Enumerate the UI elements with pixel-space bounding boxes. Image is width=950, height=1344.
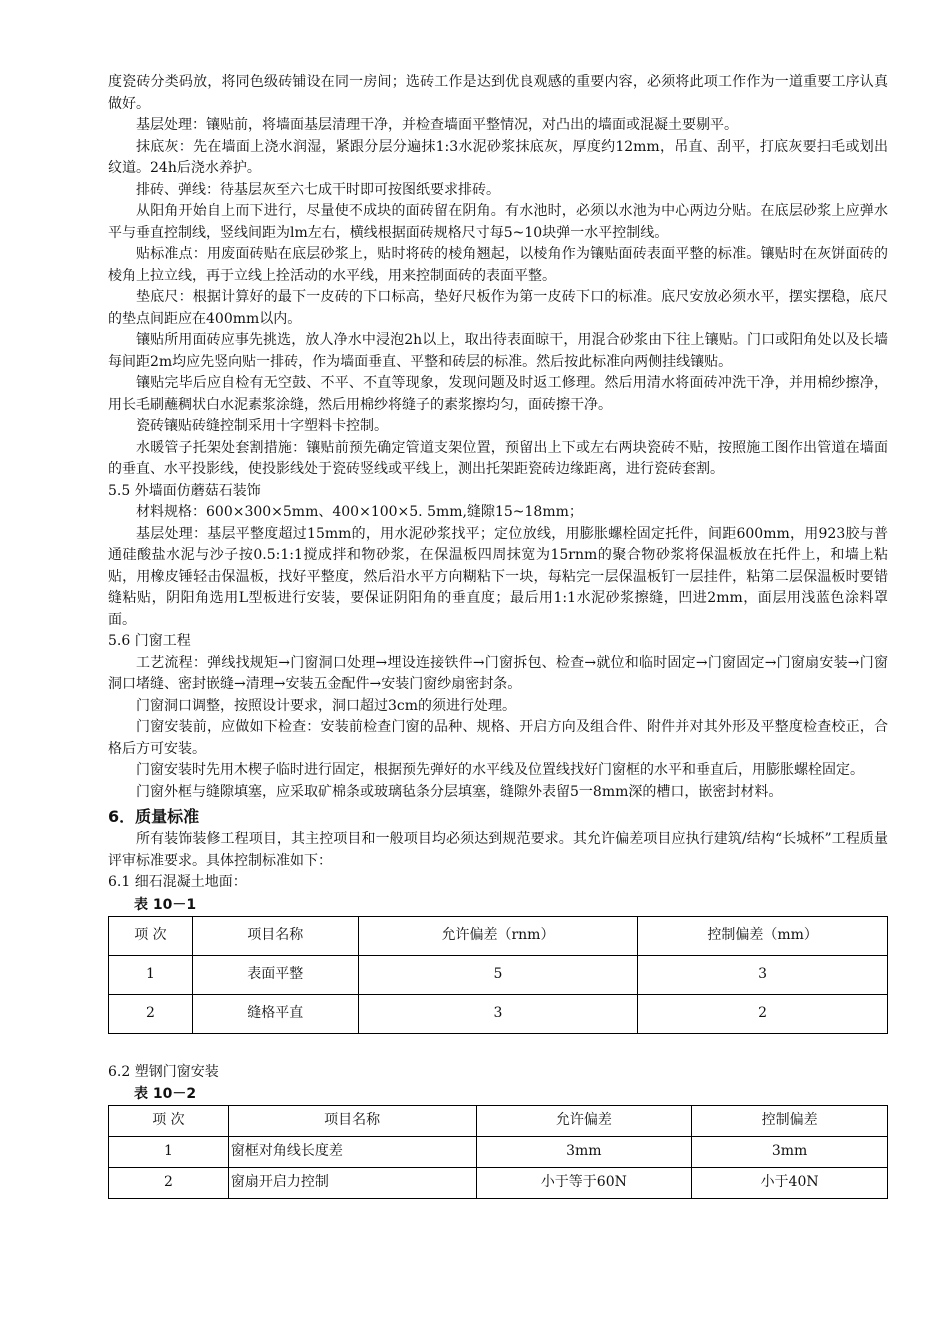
table-cell: 3 [638,955,888,994]
table-header-row [109,1106,888,1137]
table-cell: 1 [109,1137,229,1168]
column-header: 允许偏差 [476,1106,692,1137]
paragraph: 材料规格：600×300×5mm、400×100×5. 5mm,缝隙15~18mm； [136,504,583,520]
paragraph: 基层处理：镶贴前，将墙面基层清理干净，并检查墙面平整情况，对凸出的墙面或混凝土要剔平。 [136,117,738,133]
column-header: 项目名称 [192,916,358,955]
paragraph: 镶贴完毕后应自检有无空鼓、不平、不直等现象，发现问题及时返工修理。然后用清水将面砖冲洗干净，并用棉纱擦净，用长毛刷蘸稠状白水泥素浆涂缝，然后用棉纱将缝子的素浆擦均匀，面砖擦干净。 [108,375,888,413]
table-header-row [109,916,888,955]
paragraph: 门窗安装前，应做如下检查：安装前检查门窗的品种、规格、开启方向及组合件、附件并对其外形及平整度检查校正，合格后方可安装。 [108,719,888,757]
section-heading-5-5: 5.5 外墙面仿蘑菇石装饰 [108,482,261,499]
table-row [109,1168,888,1199]
table-row [109,1137,888,1168]
paragraph: 镶贴所用面砖应事先挑选，放人净水中浸泡2h以上，取出待表面晾干，用混合砂浆由下往上镶贴。门口或阳角处以及长墙每间距2m均应先竖向贴一排砖，作为墙面垂直、平整和砖层的标准。然后按此标准向两侧挂线镶贴。 [108,332,888,370]
paragraph: 排砖、弹线：待基层灰至六七成干时即可按图纸要求排砖。 [136,181,500,198]
paragraph: 门窗安装时先用木楔子临时进行固定，根据预先弹好的水平线及位置线找好门窗框的水平和垂直后，用膨胀螺栓固定。 [136,762,864,778]
table-cell: 2 [109,1168,229,1199]
section-heading-5-6: 5.6 门窗工程 [108,633,191,649]
paragraph: 门窗外框与缝隙填塞，应采取矿棉条或玻璃毡条分层填塞，缝隙外表留5一8mm深的槽口，嵌密封材料。 [136,783,783,800]
table-cell: 表面平整 [192,955,358,994]
paragraph: 所有装饰装修工程项目，其主控项目和一般项目均必须达到规范要求。其允许偏差项目应执行建筑/结构“长城杯”工程质量评审标准要求。具体控制标准如下： [108,831,888,869]
section-heading-6: 6．质量标准 [108,807,200,826]
table-caption: 表 10－2 [134,1086,197,1102]
paragraph: 瓷砖镶贴砖缝控制采用十字塑料卡控制。 [136,418,388,434]
paragraph: 水暖管子托架处套割措施：镶贴前预先确定管道支架位置，预留出上下或左右两块瓷砖不贴，按照施工图作出管道在墙面的垂直、水平投影线，使投影线处于瓷砖竖线或平线上，测出托架距瓷砖边缘距离，进行瓷砖套割。 [108,439,888,477]
table-cell: 3mm [476,1137,692,1168]
table-cell: 缝格平直 [192,994,358,1033]
column-header: 项 次 [109,1106,229,1137]
paragraph: 抹底灰：先在墙面上浇水润湿，紧跟分层分遍抹1:3水泥砂浆抹底灰，厚度约12mm，吊直、刮平，打底灰要扫毛或划出纹道。24h后浇水养护。 [108,138,888,176]
paragraph: 垫底尺：根据计算好的最下一皮砖的下口标高，垫好尺板作为第一皮砖下口的标准。底尺安放必须水平，摆实摆稳，底尺的垫点间距应在400mm以内。 [108,289,888,327]
table-cell: 2 [638,994,888,1033]
table-cell: 3 [358,994,638,1033]
column-header: 控制偏差（mm） [638,916,888,955]
table-cell: 2 [109,994,193,1033]
table-cell: 小于40N [692,1168,888,1199]
column-header: 项 次 [109,916,193,955]
column-header: 允许偏差（rnm） [358,916,638,955]
paragraph: 从阳角开始自上而下进行，尽量使不成块的面砖留在阴角。有水池时，必须以水池为中心两边分贴。在底层砂浆上应弹水平与垂直控制线，竖线间距为lm左右，横线根据面砖规格尺寸每5~10块弹一水平控制线。 [108,203,888,241]
table-cell: 5 [358,955,638,994]
paragraph: 基层处理：基层平整度超过15mm的，用水泥砂浆找平；定位放线，用膨胀螺栓固定托件，间距600mm，用923胶与普通硅酸盐水泥与沙子按0.5:1:1搅成拌和物砂浆，在保温板四周抹宽为15rnm的聚合物砂浆将保温板放在托件上，和墙上粘贴，用橡皮锤轻击保温板，找好平整度，然后沿水平方向糊粘下一块，每粘完一层保温板钉一层挂件，粘第二层保温板时要错缝粘贴，阴阳角选用L型板进行安装，要保证阴阳角的垂直度；最后用1:1水泥砂浆擦缝，凹进2mm，面层用浅蓝色涂料罩面。 [108,525,888,628]
paragraph: 度瓷砖分类码放，将同色级砖铺设在同一房间；选砖工作是达到优良观感的重要内容，必须将此项工作作为一道重要工序认真做好。 [108,74,888,112]
table-cell: 小于等于60N [476,1168,692,1199]
table-cell: 窗框对角线长度差 [228,1137,476,1168]
paragraph: 工艺流程：弹线找规矩→门窗洞口处理→埋设连接铁件→门窗拆包、检查→就位和临时固定→门窗固定→门窗扇安装→门窗洞口堵缝、密封嵌缝→清理→安装五金配件→安装门窗纱扇密封条。 [108,654,888,692]
quality-table-1 [108,916,888,1034]
column-header: 项目名称 [228,1106,476,1137]
section-heading-6-1: 6.1 细石混凝土地面： [108,874,247,890]
table-cell: 1 [109,955,193,994]
table-cell: 窗扇开启力控制 [228,1168,476,1199]
document-page [108,72,888,1199]
paragraph: 贴标准点：用废面砖贴在底层砂浆上，贴时将砖的棱角翘起，以棱角作为镶贴面砖表面平整的标准。镶贴时在灰饼面砖的棱角上拉立线，再于立线上拴活动的水平线，用来控制面砖的表面平整。 [108,246,888,284]
table-row [109,994,888,1033]
table-caption: 表 10－1 [134,896,197,913]
quality-table-2 [108,1105,888,1199]
column-header: 控制偏差 [692,1106,888,1137]
table-row [109,955,888,994]
section-heading-6-2: 6.2 塑钢门窗安装 [108,1063,219,1080]
paragraph: 门窗洞口调整，按照设计要求，洞口超过3cm的须进行处理。 [136,697,517,714]
table-cell: 3mm [692,1137,888,1168]
